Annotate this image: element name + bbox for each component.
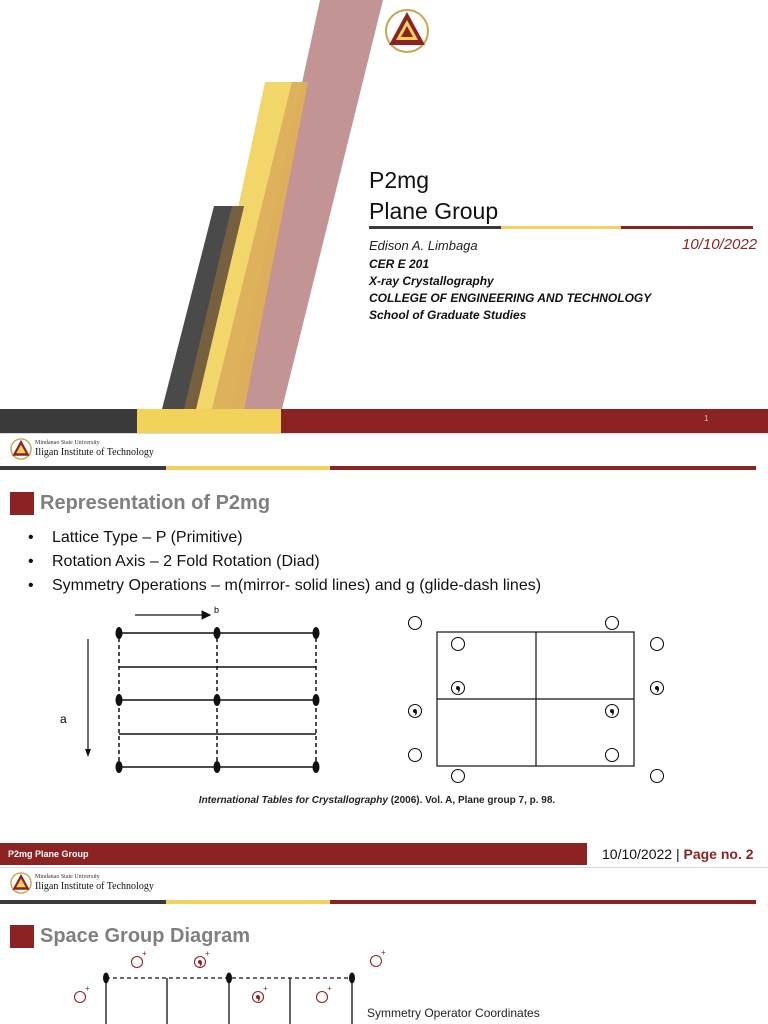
header-rule-gold (166, 466, 330, 470)
footer-date-page: 10/10/2022 | Page no. 2 (602, 846, 754, 862)
institute-name: Iligan Institute of Technology (35, 881, 154, 892)
symmetry-element-diagram (50, 599, 340, 779)
symmetry-operator-caption: Symmetry Operator Coordinates (367, 1006, 540, 1020)
svg-text:+: + (381, 948, 386, 957)
section-title: Representation of P2mg (40, 492, 271, 514)
b-axis-label: b (214, 605, 220, 615)
title-line-2: Plane Group (369, 198, 499, 224)
course-code: CER E 201 (369, 257, 430, 271)
bullet-list (28, 526, 541, 598)
list-item: • Rotation Axis – 2 Fold Rotation (Diad) (28, 553, 320, 570)
university-seal-icon (10, 438, 32, 460)
general-position-diagram (400, 609, 670, 789)
band-gold (137, 409, 281, 433)
university-seal-icon (10, 872, 32, 894)
header-rule-maroon (330, 900, 756, 904)
header-rule-maroon (330, 466, 756, 470)
svg-text:+: + (263, 984, 268, 993)
title-rule-gold (501, 226, 621, 229)
university-header (10, 872, 154, 894)
space-group-diagram (60, 948, 400, 1024)
title-slide (0, 0, 768, 433)
university-header (10, 438, 154, 460)
unit-cell-grid (437, 632, 634, 766)
svg-text:+: + (85, 984, 90, 993)
university-small-name: Mindanao State University (35, 874, 100, 880)
space-group-slide (0, 868, 768, 1024)
footer-label: P2mg Plane Group (8, 849, 89, 859)
section-marker (10, 492, 34, 515)
title-rule-dark (369, 226, 501, 229)
band-maroon (281, 409, 768, 433)
institute-name: Iligan Institute of Technology (35, 447, 154, 458)
list-item: • Lattice Type – P (Primitive) (28, 529, 243, 546)
section-marker (10, 925, 34, 948)
svg-text:+: + (327, 984, 332, 993)
svg-text:+: + (205, 949, 210, 958)
subject-name: X-ray Crystallography (369, 274, 494, 288)
college-name: COLLEGE OF ENGINEERING AND TECHNOLOGY (369, 291, 652, 305)
university-seal-icon (384, 8, 430, 54)
header-rule-dark (0, 900, 166, 904)
svg-text:+: + (142, 949, 147, 958)
section-title: Space Group Diagram (40, 925, 251, 947)
a-axis-label: a (60, 712, 67, 726)
header-rule-dark (0, 466, 166, 470)
band-dark (0, 409, 137, 433)
presentation-date: 10/10/2022 (682, 236, 758, 253)
school-name: School of Graduate Studies (369, 308, 527, 322)
title-rule-maroon (621, 226, 753, 229)
title-line-1: P2mg (369, 167, 430, 193)
slide-title (369, 165, 498, 227)
figure-caption: International Tables for Crystallography (2006). Vol. A, Plane group 7, p. 98. (198, 795, 556, 806)
header-rule-gold (166, 900, 330, 904)
author-name: Edison A. Limbaga (369, 238, 478, 253)
page-number: 1 (704, 414, 709, 423)
university-small-name: Mindanao State University (35, 440, 100, 446)
representation-slide (0, 434, 768, 867)
page-number: Page no. 2 (683, 846, 754, 862)
list-item: • Symmetry Operations – m(mirror- solid lines) and g (glide-dash lines) (28, 577, 542, 594)
